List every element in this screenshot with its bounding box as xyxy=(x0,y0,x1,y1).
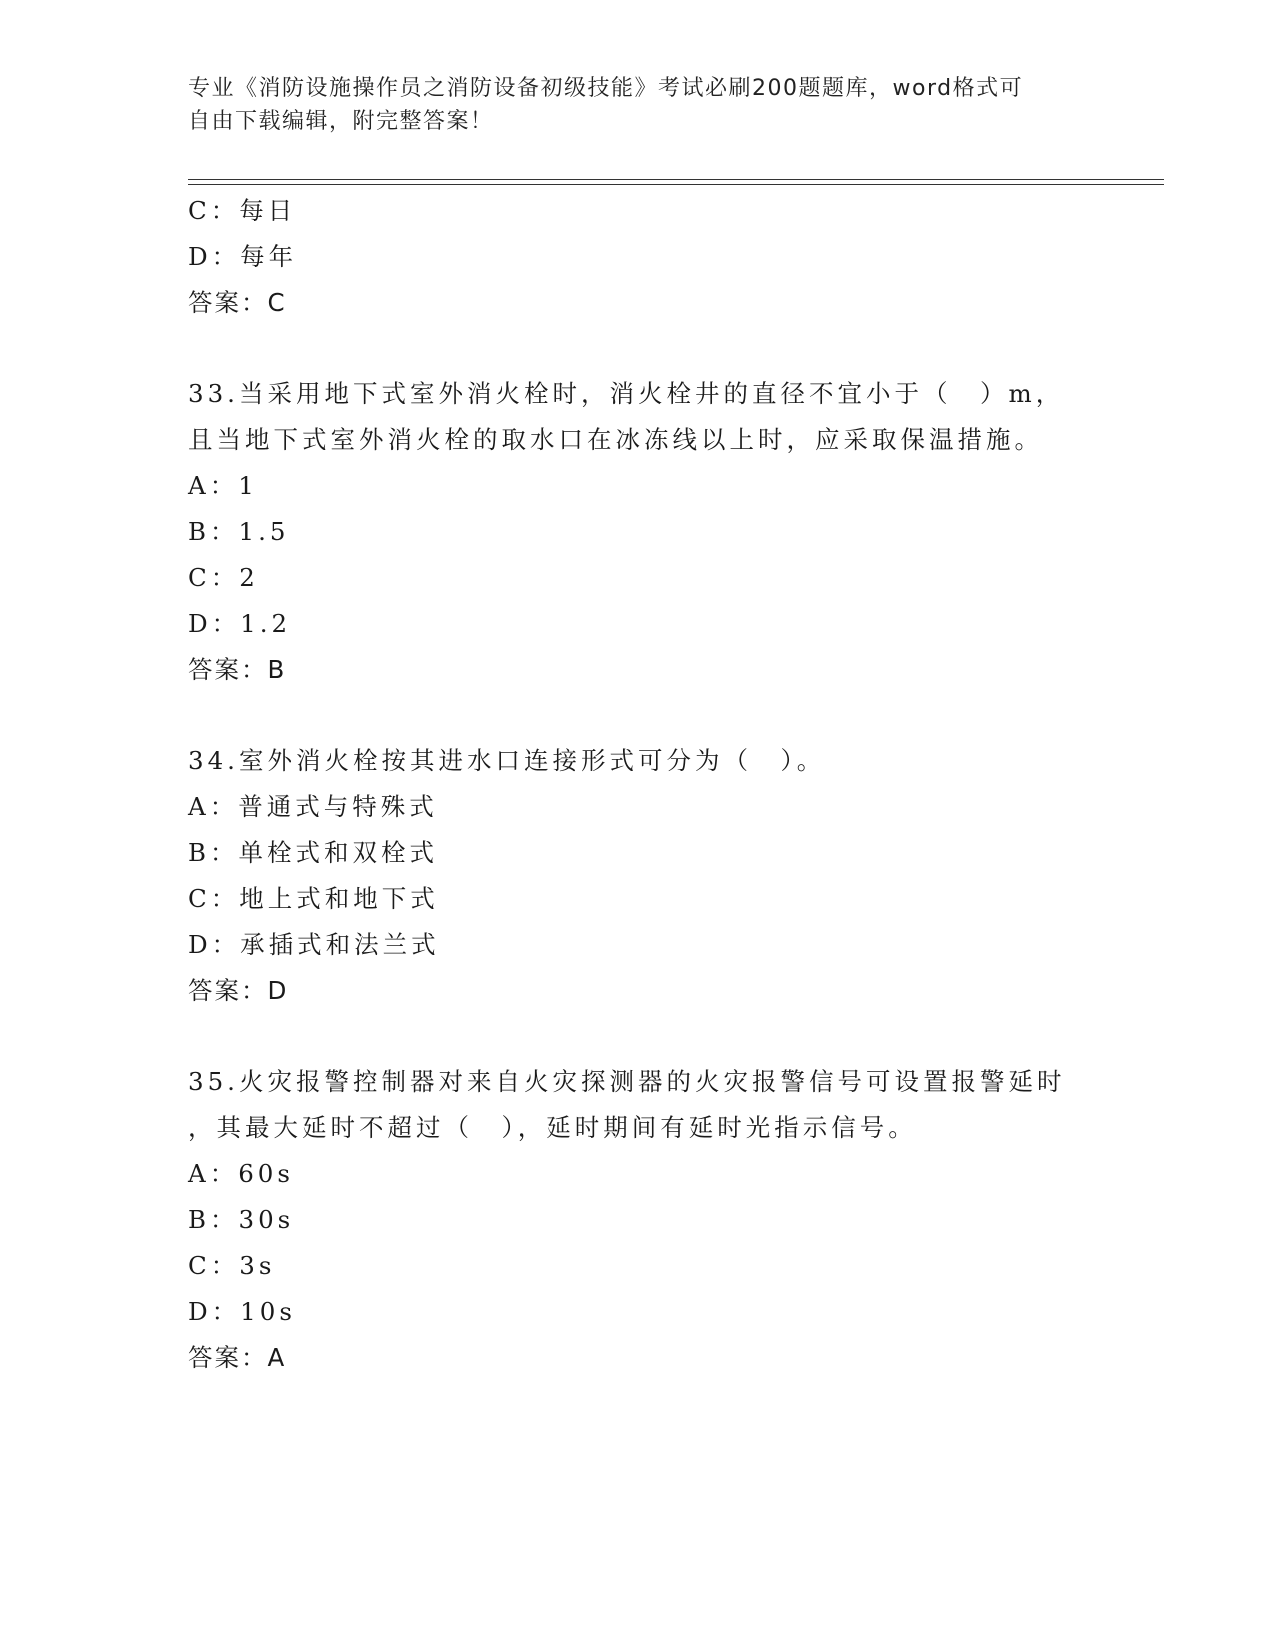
answer-line: 答案：A xyxy=(188,1343,287,1372)
option-a: A：普通式与特殊式 xyxy=(188,792,438,821)
header-title-line-2: 自由下载编辑，附完整答案！ xyxy=(188,109,494,134)
option-d: D：10s xyxy=(188,1297,296,1326)
question-text-line: 33.当采用地下式室外消火栓时，消火栓井的直径不宜小于（ ）m， xyxy=(188,379,1065,408)
option-b: B：30s xyxy=(188,1205,295,1234)
option-d: D：承插式和法兰式 xyxy=(188,930,440,959)
question-gap xyxy=(188,1014,1148,1059)
header-divider-top xyxy=(188,179,1164,180)
option-c: C：每日 xyxy=(188,196,297,225)
header-title-line-1: 专业《消防设施操作员之消防设备初级技能》考试必刷200题题库，word格式可 xyxy=(188,76,1024,101)
question-34 xyxy=(188,738,1148,1014)
page-header xyxy=(188,72,1088,138)
question-text-line: ，其最大延时不超过（ ），延时期间有延时光指示信号。 xyxy=(188,1113,917,1142)
option-b: B：1.5 xyxy=(188,517,290,546)
question-33 xyxy=(188,371,1148,693)
question-text-line: 35.火灾报警控制器对来自火灾探测器的火灾报警信号可设置报警延时 xyxy=(188,1067,1066,1096)
question-list xyxy=(188,188,1148,1381)
question-35 xyxy=(188,1059,1148,1381)
option-d: D：每年 xyxy=(188,242,298,271)
question-32-tail xyxy=(188,188,1148,326)
answer-line: 答案：D xyxy=(188,976,289,1005)
option-b: B：单栓式和双栓式 xyxy=(188,838,439,867)
option-d: D：1.2 xyxy=(188,609,292,638)
question-gap xyxy=(188,326,1148,371)
option-c: C：2 xyxy=(188,563,259,592)
question-text-line: 且当地下式室外消火栓的取水口在冰冻线以上时，应采取保温措施。 xyxy=(188,425,1043,454)
header-divider-bottom xyxy=(188,184,1164,185)
question-gap xyxy=(188,693,1148,738)
answer-line: 答案：C xyxy=(188,288,287,317)
question-text-line: 34.室外消火栓按其进水口连接形式可分为（ ）。 xyxy=(188,746,826,775)
answer-line: 答案：B xyxy=(188,655,287,684)
option-c: C：3s xyxy=(188,1251,276,1280)
option-c: C：地上式和地下式 xyxy=(188,884,439,913)
option-a: A：1 xyxy=(188,471,258,500)
option-a: A：60s xyxy=(188,1159,294,1188)
